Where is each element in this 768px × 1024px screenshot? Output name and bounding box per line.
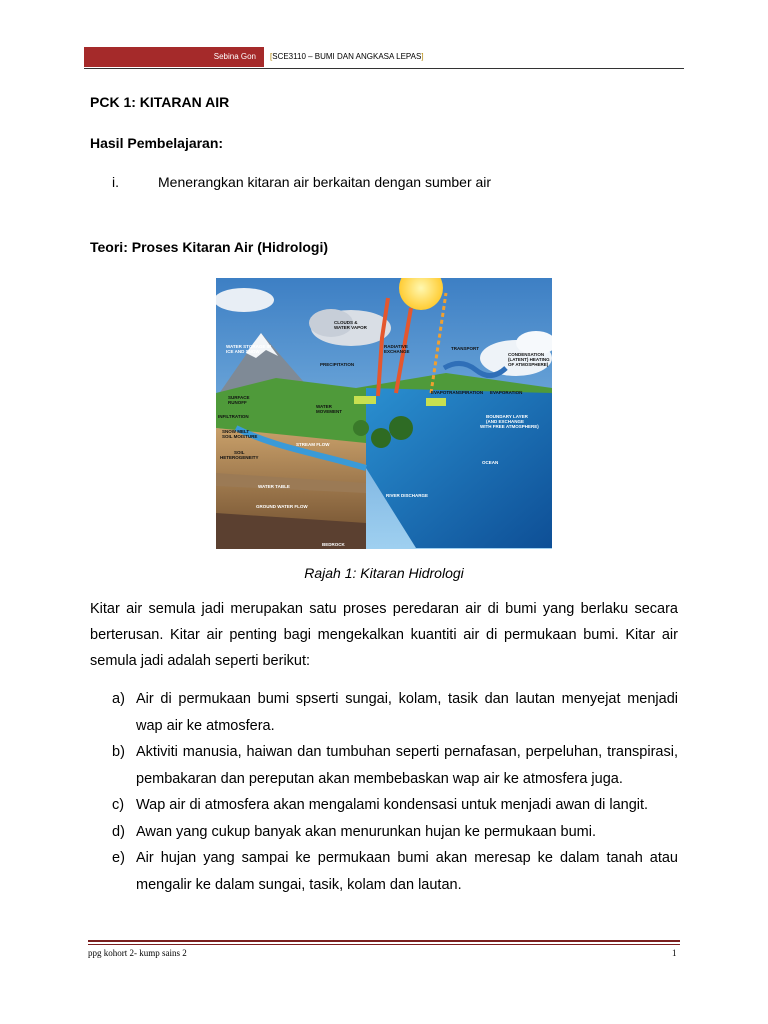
- label-clouds: CLOUDS &: [334, 320, 358, 325]
- outcome-marker: i.: [112, 174, 119, 190]
- label-evaporation: EVAPORATION: [490, 390, 523, 395]
- tree-icon: [371, 428, 391, 448]
- footer-rule-thin: [88, 944, 680, 945]
- label-bedrock: BEDROCK: [322, 542, 345, 547]
- header-author: Sebina Gon: [84, 47, 264, 67]
- label-water-table: WATER TABLE: [258, 484, 290, 489]
- list-marker: a): [112, 691, 125, 707]
- list-item: [112, 792, 678, 819]
- list-text: Awan yang cukup banyak akan menurunkan hujan ke permukaan bumi.: [136, 823, 596, 840]
- label-snow-melt: SNOW MELT: [222, 429, 250, 434]
- list-item: [112, 819, 678, 846]
- figure-caption: Rajah 1: Kitaran Hidrologi: [304, 565, 464, 581]
- list-text: Wap air di atmosfera akan mengalami kondensasi untuk menjadi awan di langit.: [136, 797, 649, 813]
- list-item: [112, 845, 678, 898]
- label-ground-water: GROUND WATER FLOW: [256, 504, 308, 509]
- list-marker: e): [112, 850, 125, 866]
- label-condensation-2: (LATENT) HEATING: [508, 357, 550, 362]
- outcome-text: Menerangkan kitaran air berkaitan dengan sumber air: [158, 174, 492, 190]
- label-soil-2: HETEROGENEITY: [220, 455, 259, 460]
- label-radiative-2: EXCHANGE: [384, 349, 410, 354]
- header-bracket-open: [: [270, 52, 273, 61]
- page-title: PCK 1: KITARAN AIR: [90, 94, 230, 110]
- theory-heading: Teori: Proses Kitaran Air (Hidrologi): [90, 239, 329, 255]
- header-course-code: [270, 47, 424, 67]
- label-water-movement-2: MOVEMENT: [316, 409, 343, 414]
- page-number: 1: [672, 948, 677, 958]
- label-radiative: RADIATIVE: [384, 344, 408, 349]
- label-surface-runoff: SURFACE: [228, 395, 250, 400]
- intro-paragraph: Kitar air semula jadi merupakan satu proses peredaran air di bumi yang berlaku secara berterusan. Kitar air penting bagi mengekalkan kuantiti air di permukaan bumi. Kitar air semula jadi adalah seperti berikut:: [90, 601, 678, 669]
- footer-rule: [88, 940, 680, 942]
- label-storage: WATER STORAGE IN: [226, 344, 272, 349]
- header-bracket-close: ]: [421, 52, 424, 61]
- label-stream-flow: STREAM FLOW: [296, 442, 330, 447]
- label-boundary: BOUNDARY LAYER: [486, 414, 528, 419]
- label-storage-2: ICE AND SNOW: [226, 349, 260, 354]
- header-course-code-text: SCE3110 – BUMI DAN ANGKASA LEPAS: [272, 52, 422, 61]
- cloud-icon: [216, 288, 274, 312]
- label-clouds-2: WATER VAPOR: [334, 325, 367, 330]
- list-text: Air hujan yang sampai ke permukaan bumi akan meresap ke dalam tanah atau mengalir ke dalam sungai, tasik, kolam dan lautan.: [136, 850, 678, 893]
- list-marker: d): [112, 823, 125, 840]
- label-precipitation: PRECIPITATION: [320, 362, 355, 367]
- header-rule: [84, 68, 684, 69]
- label-water-movement: WATER: [316, 404, 332, 409]
- list-text: Air di permukaan bumi spserti sungai, kolam, tasik dan lautan menyejat menjadi wap air ke atmosfera.: [136, 691, 678, 734]
- label-condensation-3: OF ATMOSPHERE): [508, 362, 549, 367]
- label-transport: TRANSPORT: [451, 346, 479, 351]
- label-boundary-2: (AND EXCHANGE: [486, 419, 525, 424]
- hydrologic-cycle-illustration: [216, 278, 552, 549]
- label-ocean: OCEAN: [482, 460, 499, 465]
- list-item: [112, 739, 678, 792]
- label-condensation: CONDENSATION: [508, 352, 545, 357]
- hydrologic-cycle-figure: [216, 278, 552, 549]
- list-text: Aktiviti manusia, haiwan dan tumbuhan seperti pernafasan, perpeluhan, transpirasi, pembakaran dan pereputan akan membebaskan wap air ke atmosfera juga.: [136, 744, 678, 787]
- label-boundary-3: WITH FREE ATMOSPHERE): [480, 424, 539, 429]
- tree-icon: [389, 416, 413, 440]
- outcomes-heading: Hasil Pembelajaran:: [90, 135, 224, 151]
- list-marker: b): [112, 744, 125, 760]
- label-soil-moisture: SOIL MOISTURE: [222, 434, 258, 439]
- process-list: [112, 686, 678, 898]
- label-river-discharge: RIVER DISCHARGE: [386, 493, 429, 498]
- list-marker: c): [112, 797, 125, 813]
- tree-icon: [353, 420, 369, 436]
- label-evapotranspiration: EVAPOTRANSPIRATION: [431, 390, 484, 395]
- list-item: [112, 686, 678, 739]
- label-soil: SOIL: [234, 450, 245, 455]
- footer-cohort: ppg kohort 2- kump sains 2: [88, 948, 187, 958]
- label-surface-runoff-2: RUNOFF: [228, 400, 247, 405]
- label-infiltration: INFILTRATION: [218, 414, 249, 419]
- page-header: [84, 45, 684, 69]
